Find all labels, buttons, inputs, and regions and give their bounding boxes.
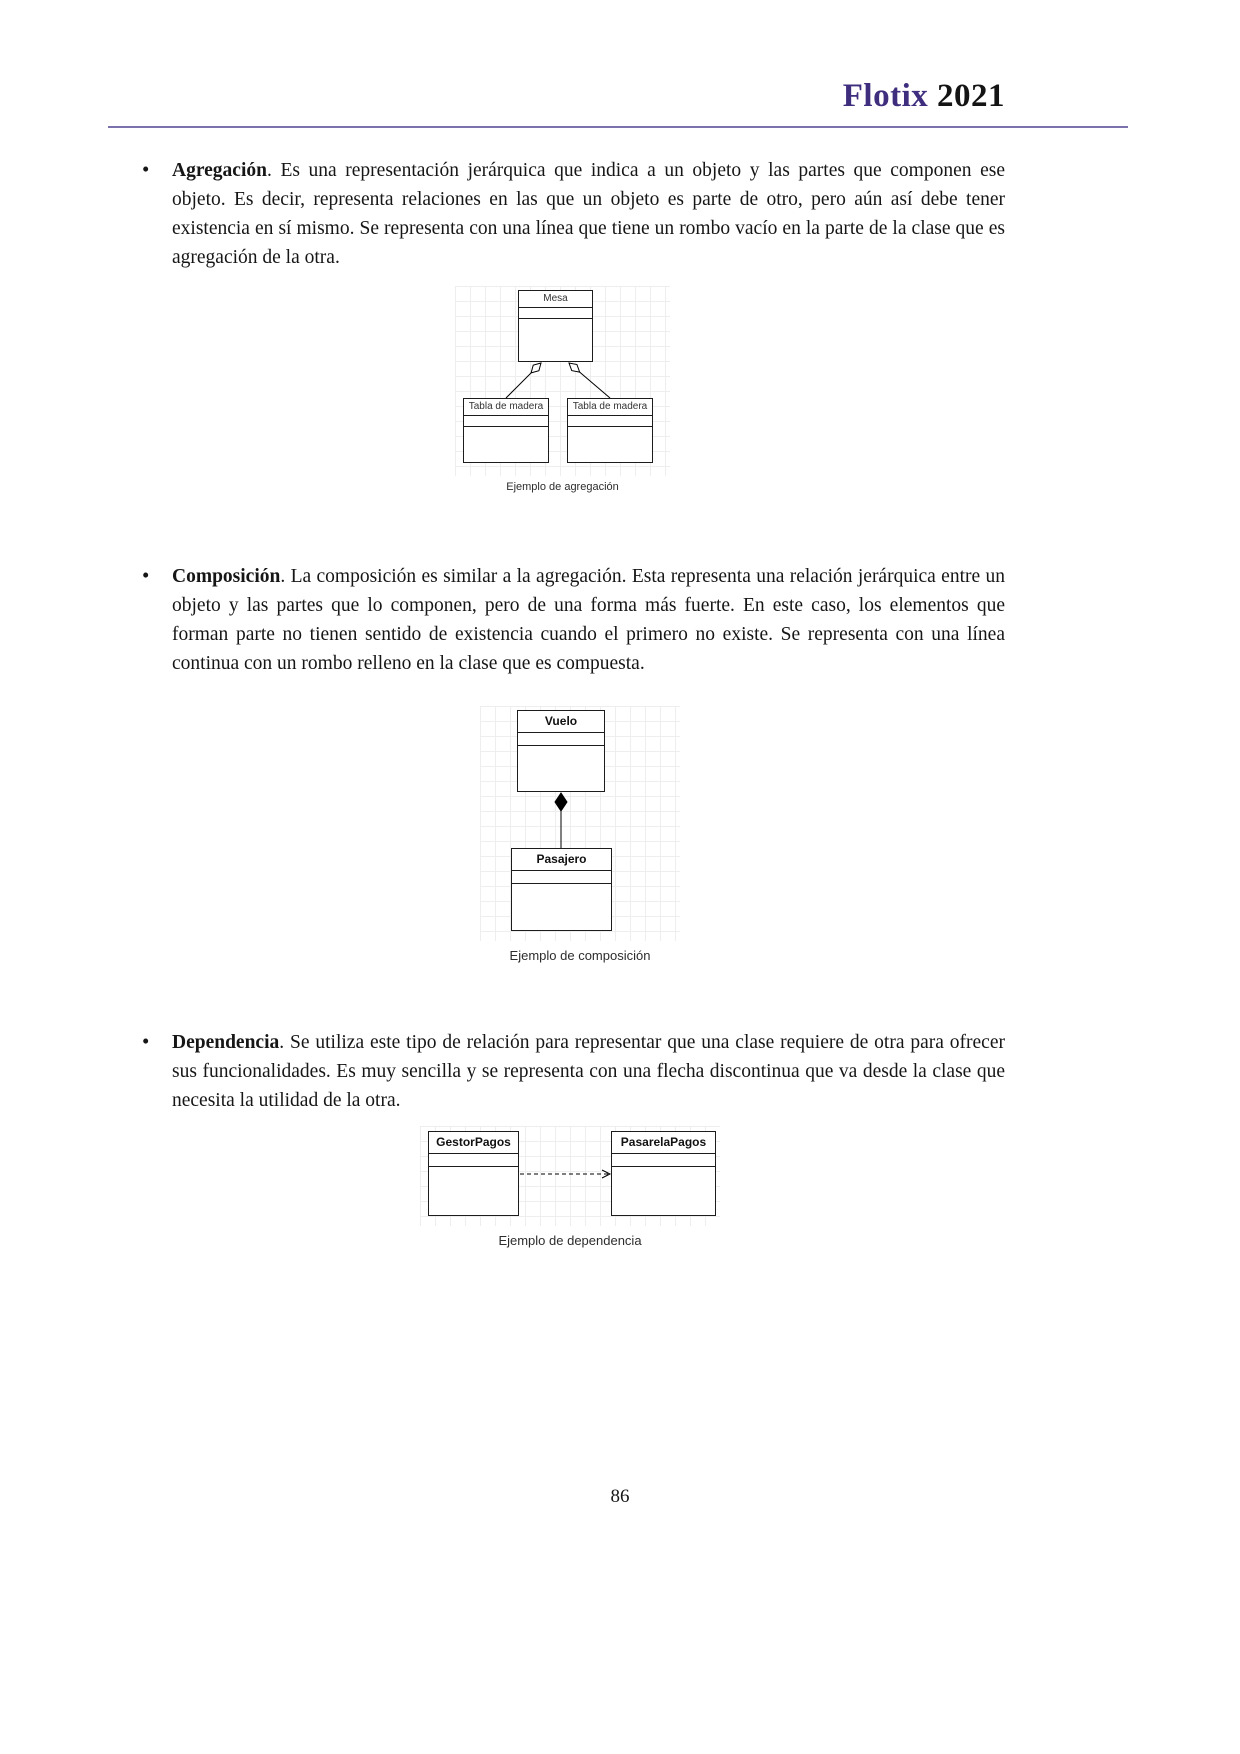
uml-methods-compartment xyxy=(464,427,548,462)
diagram-dependency xyxy=(420,1126,720,1248)
uml-attributes-compartment xyxy=(612,1154,715,1167)
term-aggregation: Agregación xyxy=(172,160,267,181)
page-title xyxy=(108,78,1005,115)
diagram-composition xyxy=(480,706,680,963)
uml-class-gestorpagos xyxy=(428,1131,519,1216)
uml-methods-compartment xyxy=(568,427,652,462)
diagram-canvas-aggregation xyxy=(455,286,670,476)
uml-attributes-compartment xyxy=(519,308,592,319)
uml-class-pasarelapagos xyxy=(611,1131,716,1216)
uml-attributes-compartment xyxy=(568,416,652,427)
uml-attributes-compartment xyxy=(429,1154,518,1167)
uml-methods-compartment xyxy=(512,884,611,930)
uml-class-tabla-left xyxy=(463,398,549,463)
list-item-composition xyxy=(172,562,1005,678)
uml-class-title: Vuelo xyxy=(518,711,604,733)
uml-class-title: Tabla de madera xyxy=(464,399,548,416)
uml-attributes-compartment xyxy=(464,416,548,427)
list-item-dependency xyxy=(172,1028,1005,1115)
term-dependency: Dependencia xyxy=(172,1032,280,1053)
uml-methods-compartment xyxy=(518,746,604,791)
uml-class-title: Mesa xyxy=(519,291,592,308)
diagram-caption-dependency: Ejemplo de dependencia xyxy=(498,1233,642,1248)
uml-class-mesa xyxy=(518,290,593,362)
uml-attributes-compartment xyxy=(512,871,611,884)
page-footer xyxy=(0,1486,1240,1508)
aggregation-connector-left xyxy=(506,363,541,398)
body-text-dependency: . Se utiliza este tipo de relación para representar que una clase requiere de otra para ofrecer sus funcionalidades. Es muy sencilla y se representa con una flecha discontinua que va desde la clase que necesita la utilidad de la otra. xyxy=(172,1032,1005,1111)
brand-year: 2021 xyxy=(937,78,1005,114)
uml-class-title: Tabla de madera xyxy=(568,399,652,416)
aggregation-connector-right xyxy=(569,363,610,398)
body-text-composition: . La composición es similar a la agregación. Esta representa una relación jerárquica entre un objeto y las partes que lo componen, pero de una forma más fuerte. En este caso, los elementos que forman parte no tienen sentido de existencia cuando el primero no existe. Se representa con una línea continua con un rombo relleno en la clase que es compuesta. xyxy=(172,566,1005,674)
uml-methods-compartment xyxy=(429,1167,518,1215)
term-composition: Composición xyxy=(172,566,281,587)
uml-class-pasajero xyxy=(511,848,612,931)
uml-class-tabla-right xyxy=(567,398,653,463)
diagram-caption-aggregation: Ejemplo de agregación xyxy=(506,481,619,493)
uml-class-title: GestorPagos xyxy=(429,1132,518,1154)
body-text-aggregation: . Es una representación jerárquica que indica a un objeto y las partes que componen ese objeto. Es decir, representa relaciones en las que un objeto es parte de otro, pero aún así debe tener existencia en sí mismo. Se representa con una línea que tiene un rombo vacío en la parte de la clase que es agregación de la otra. xyxy=(172,160,1005,268)
uml-class-title: PasarelaPagos xyxy=(612,1132,715,1154)
diagram-aggregation xyxy=(455,286,670,493)
page-number: 86 xyxy=(610,1486,630,1507)
uml-methods-compartment xyxy=(612,1167,715,1215)
uml-class-title: Pasajero xyxy=(512,849,611,871)
diagram-canvas-dependency xyxy=(420,1126,720,1226)
uml-methods-compartment xyxy=(519,319,592,361)
brand-name: Flotix xyxy=(842,78,929,114)
header-rule xyxy=(108,126,1128,128)
list-item-aggregation xyxy=(172,156,1005,272)
uml-class-vuelo xyxy=(517,710,605,792)
diagram-caption-composition: Ejemplo de composición xyxy=(509,948,651,963)
diagram-canvas-composition xyxy=(480,706,680,941)
uml-attributes-compartment xyxy=(518,733,604,746)
